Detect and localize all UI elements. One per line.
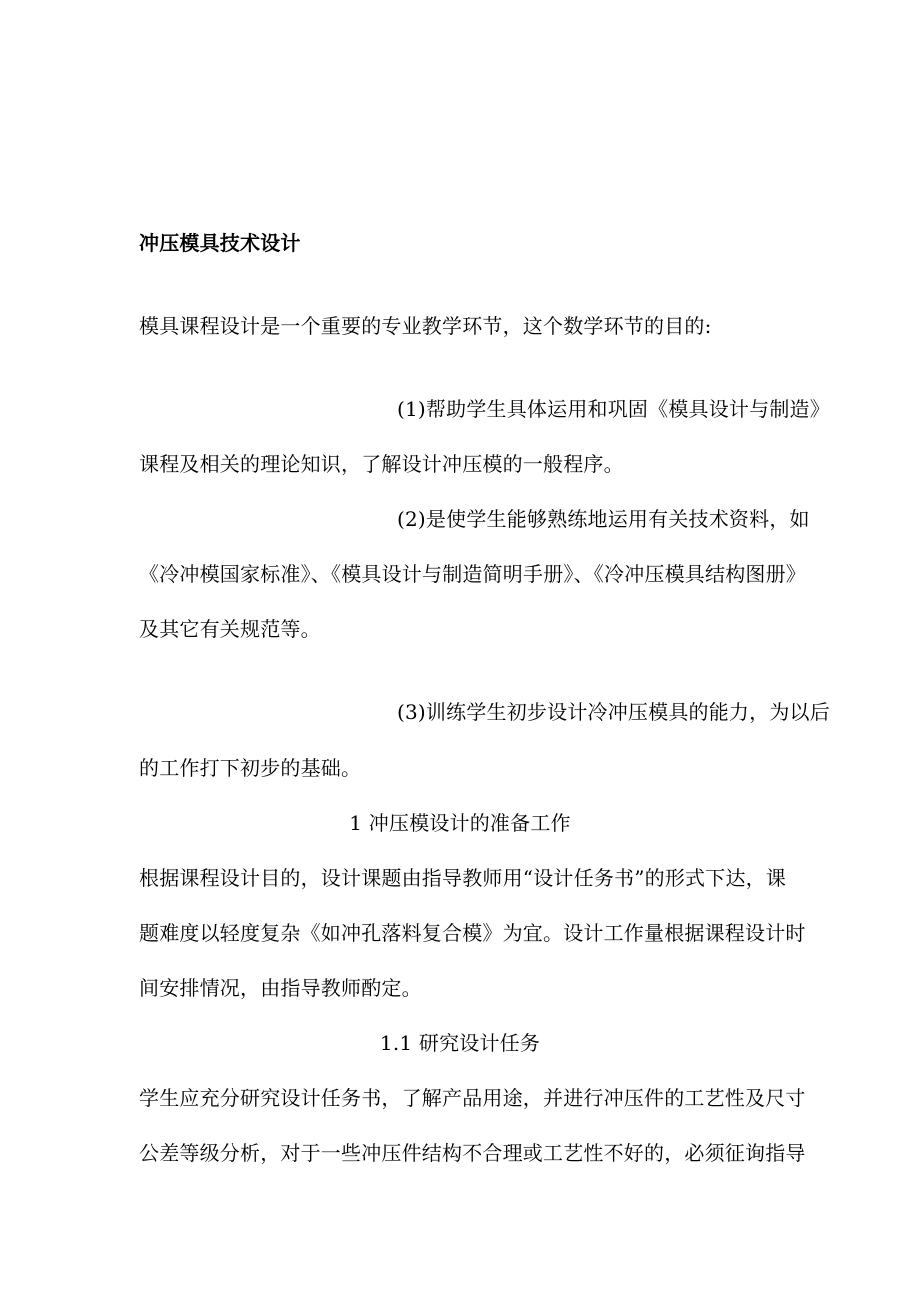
item-2-line-3: 及其它有关规范等。 <box>139 617 321 641</box>
item-3-line-2: 的工作打下初步的基础。 <box>139 756 362 780</box>
section-1-para-line-2: 题难度以轻度复杂《如冲孔落料复合模》为宜。设计工作量根据课程设计时 <box>139 921 806 945</box>
section-1-1-heading: 1.1 研究设计任务 <box>379 1031 541 1055</box>
item-2-line-1: (2)是使学生能够熟练地运用有关技术资料，如 <box>397 507 810 531</box>
section-1-heading: 1 冲压模设计的准备工作 <box>349 811 571 835</box>
item-1-line-1: (1)帮助学生具体运用和巩固《模具设计与制造》 <box>397 397 830 421</box>
section-1-para-line-3: 间安排情况，由指导教师酌定。 <box>139 976 422 1000</box>
item-1-line-2: 课程及相关的理论知识，了解设计冲压模的一般程序。 <box>139 452 624 476</box>
intro-paragraph: 模具课程设计是一个重要的专业教学环节，这个数学环节的目的: <box>139 314 712 338</box>
section-1-1-para-line-2: 公差等级分析，对于一些冲压件结构不合理或工艺性不好的，必须征询指导 <box>139 1141 806 1165</box>
item-2-line-2: 《冷冲模国家标准》、《模具设计与制造简明手册》、《冷冲压模具结构图册》 <box>139 562 806 586</box>
section-1-para-line-1: 根据课程设计目的，设计课题由指导教师用“设计任务书”的形式下达，课 <box>139 866 787 890</box>
item-3-line-1: (3)训练学生初步设计冷冲压模具的能力，为以后 <box>397 700 830 724</box>
document-title: 冲压模具技术设计 <box>139 231 301 255</box>
section-1-1-para-line-1: 学生应充分研究设计任务书，了解产品用途，并进行冲压件的工艺性及尺寸 <box>139 1086 806 1110</box>
